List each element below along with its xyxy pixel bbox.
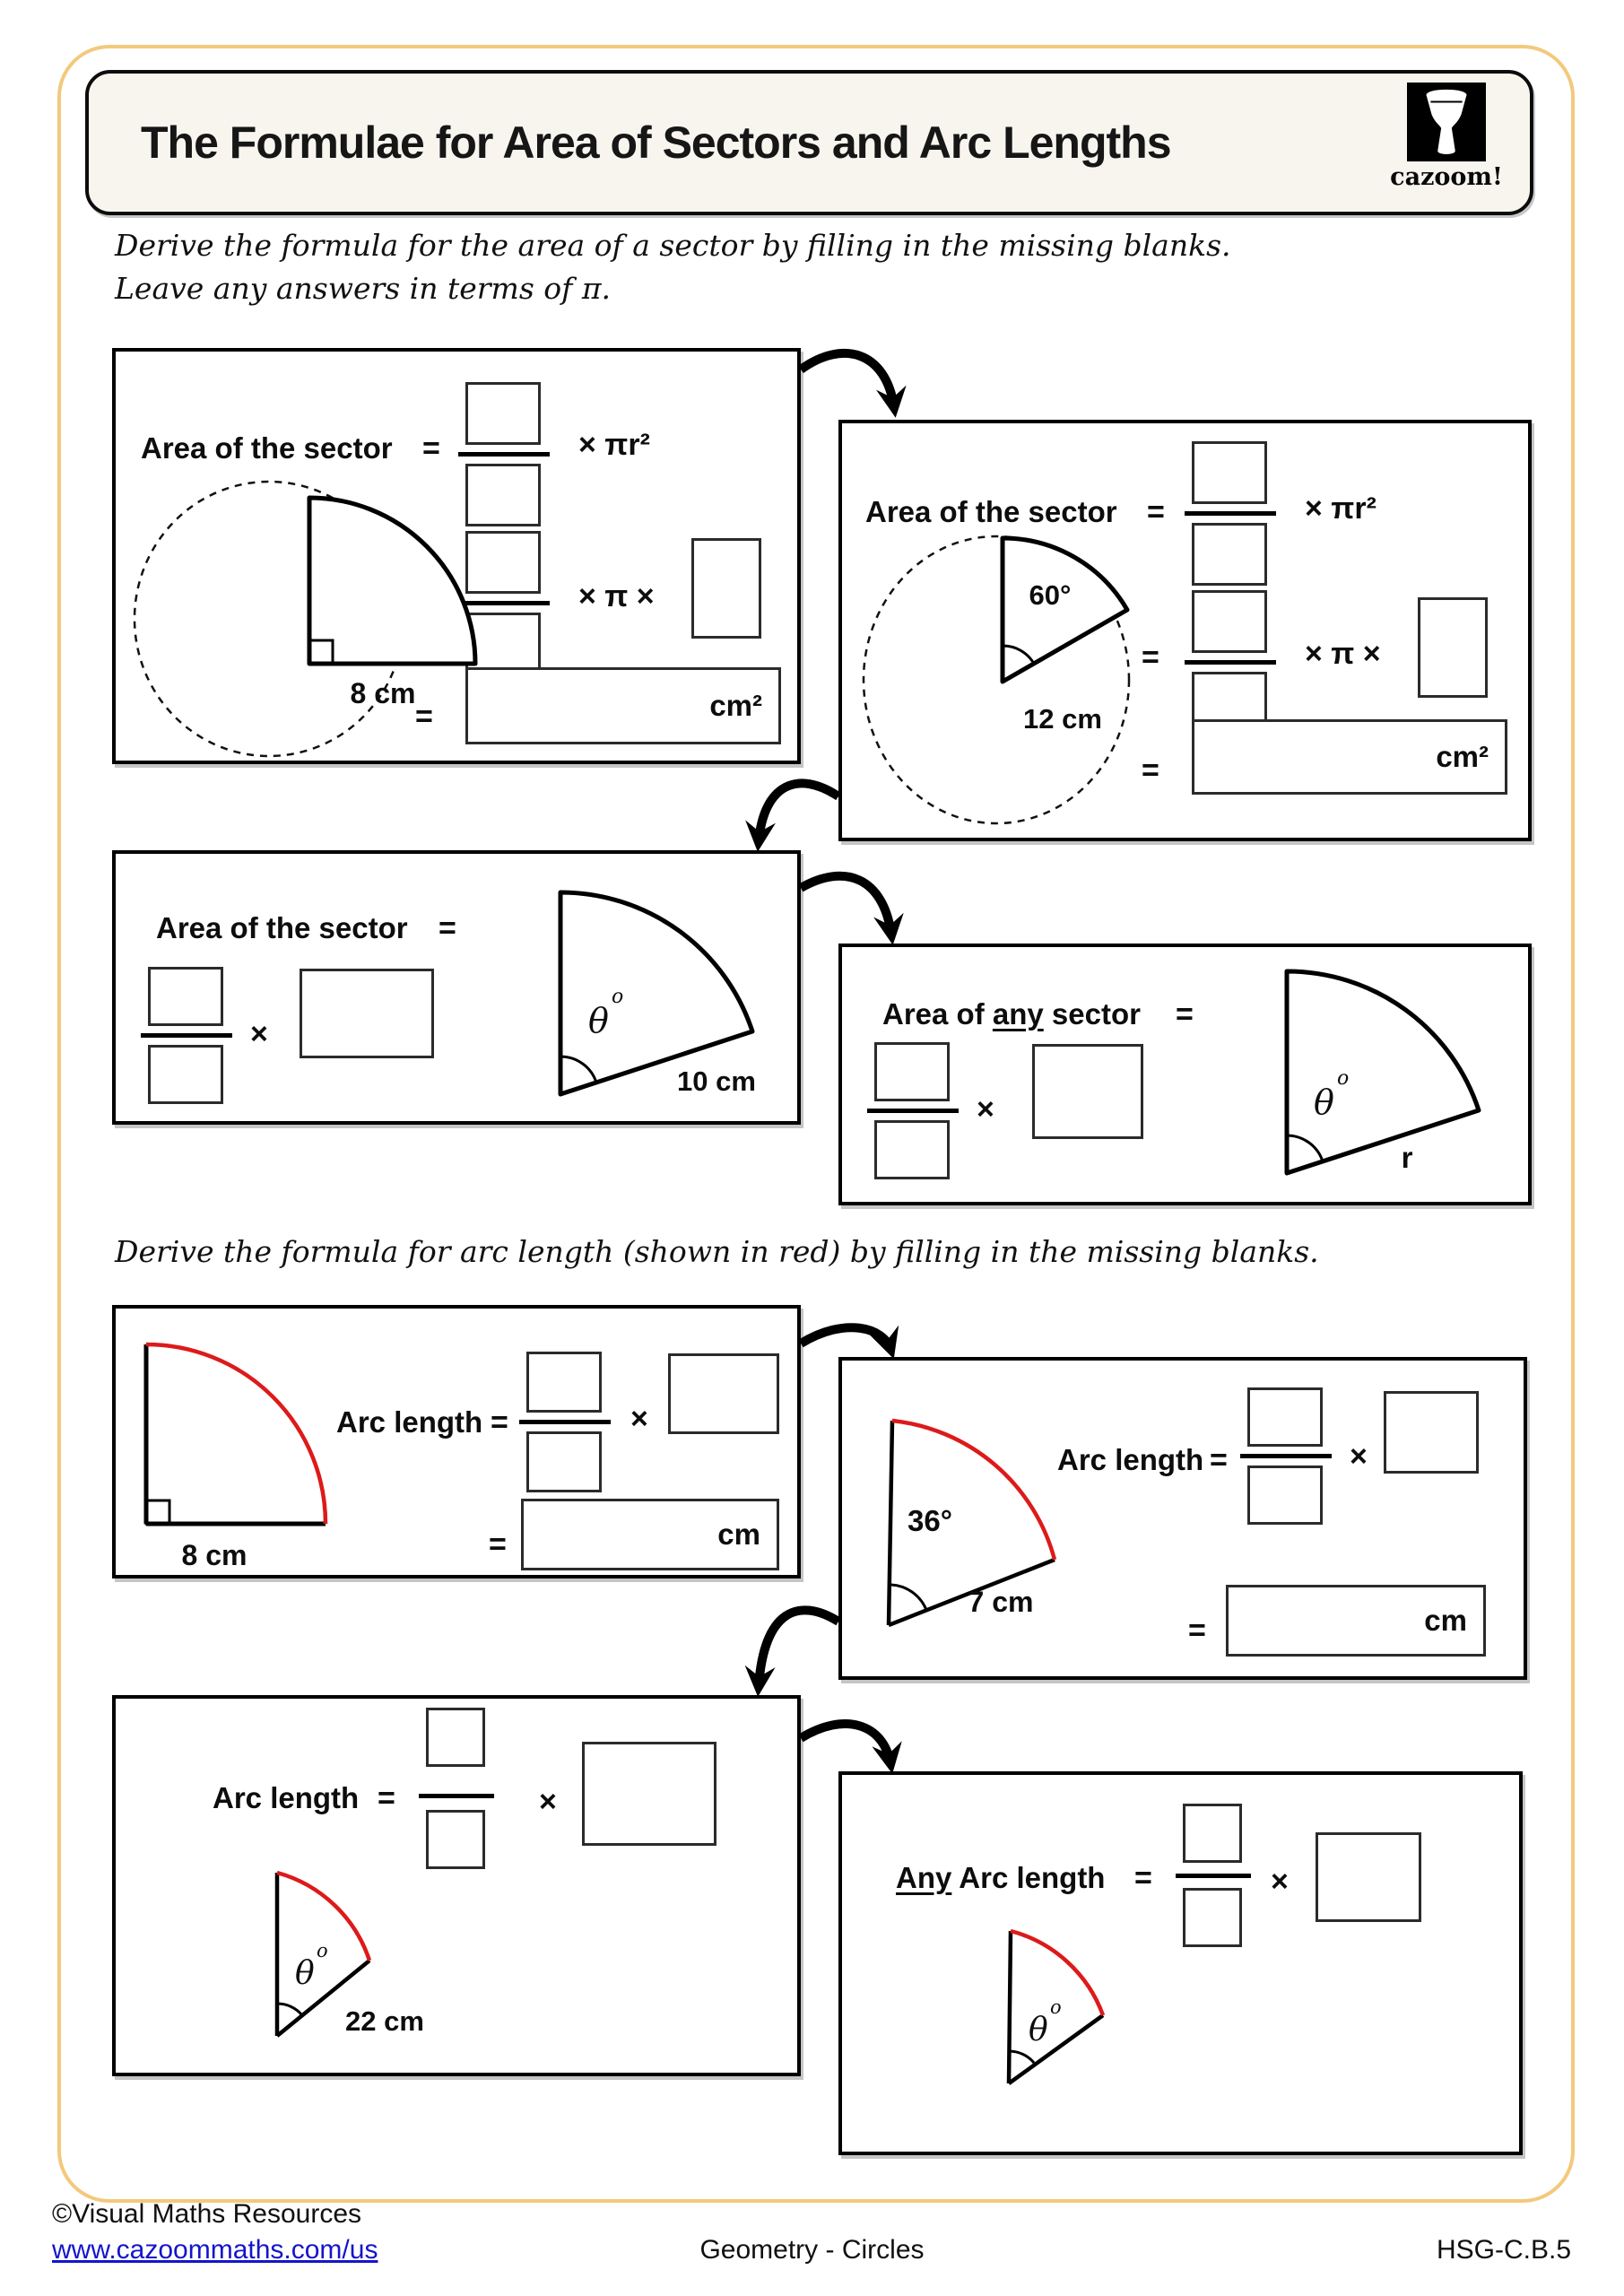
theta-label: θ	[1029, 2012, 1048, 2048]
equals-sign: =	[415, 700, 433, 734]
sector-diagram-quarter-circle	[121, 466, 498, 759]
panel-area-sector-theta	[112, 850, 801, 1125]
fraction-numerator-blank	[426, 1708, 485, 1767]
arc-diagram-theta	[241, 1858, 537, 2063]
theta-degree-sup: o	[317, 1940, 328, 1961]
quarter-sector	[309, 498, 475, 664]
answer-blank	[1418, 597, 1488, 698]
times-pi-times: × π ×	[578, 579, 655, 613]
answer-blank-with-unit	[521, 1499, 779, 1570]
theta-degree-sup: o	[612, 986, 624, 1008]
theta-label: θ	[295, 1955, 315, 1992]
answer-blank-with-unit	[1192, 719, 1507, 795]
answer-blank	[1384, 1391, 1479, 1474]
panel-any-arc-length	[838, 1771, 1523, 2155]
angle-arc-marker	[891, 1585, 926, 1610]
fraction-numerator-blank	[1192, 441, 1267, 504]
answer-blank	[668, 1353, 779, 1434]
angle-measurement: 36°	[908, 1504, 952, 1537]
page-title: The Formulae for Area of Sectors and Arc Lengths	[141, 117, 1171, 168]
logo-wordmark: cazoom!	[1390, 163, 1503, 191]
fraction-bar	[458, 452, 550, 457]
fraction-bar	[141, 1033, 232, 1038]
answer-blank	[1316, 1832, 1421, 1922]
panel-label	[882, 997, 1141, 1031]
answer-blank	[300, 969, 434, 1058]
intro-line-1: Derive the formula for the area of a sector by filling in the missing blanks.	[115, 228, 1231, 263]
radius-measurement: 8 cm	[350, 677, 416, 709]
label-post: sector	[1043, 997, 1141, 1031]
angle-measurement: 60°	[1029, 579, 1072, 611]
footer-standard-code: HSG-C.B.5	[1436, 2235, 1571, 2265]
radius-measurement: 8 cm	[181, 1539, 248, 1571]
times-pi-times: × π ×	[1305, 637, 1381, 671]
equals-sign: =	[1134, 1861, 1152, 1895]
times-sign: ×	[1350, 1439, 1368, 1474]
red-arc	[146, 1344, 326, 1524]
fraction-bar	[867, 1109, 959, 1113]
panel-arc-length-theta	[112, 1695, 801, 2076]
arc-diagram-quarter	[125, 1321, 362, 1575]
times-sign: ×	[1271, 1865, 1289, 1899]
angle-arc-marker	[1009, 2051, 1034, 2063]
red-arc	[892, 1421, 1055, 1560]
times-pi-r-squared: × πr²	[1305, 491, 1376, 526]
fraction-denominator-blank	[1247, 1465, 1323, 1525]
times-sign: ×	[539, 1785, 557, 1819]
label-any-underlined: any	[992, 997, 1044, 1031]
footer-copyright: ©Visual Maths Resources	[52, 2199, 362, 2229]
unit-label: cm	[1424, 1604, 1467, 1637]
panel-label: Arc length	[336, 1405, 483, 1439]
unit-label: cm	[717, 1518, 760, 1551]
fraction-denominator-blank	[526, 1431, 602, 1492]
title-box	[85, 70, 1533, 215]
label-any-underlined: Any	[896, 1861, 952, 1894]
sector-diagram-any	[1256, 952, 1516, 1187]
panel-arc-length-quarter	[112, 1305, 801, 1578]
fraction-numerator-blank	[465, 382, 541, 445]
panel-arc-length-36deg	[838, 1357, 1527, 1680]
equals-sign: =	[491, 1405, 508, 1439]
radius-measurement: 22 cm	[345, 2005, 424, 2037]
angle-arc-marker	[277, 2004, 302, 2015]
theta-label: θ	[588, 1001, 609, 1040]
equals-sign: =	[1176, 997, 1194, 1031]
fraction-numerator-blank	[148, 967, 223, 1026]
equals-sign: =	[439, 911, 456, 945]
sector-diagram-60deg	[846, 493, 1186, 829]
equals-sign: =	[1188, 1613, 1206, 1648]
fraction-numerator-blank	[1183, 1804, 1242, 1863]
cazoom-logo	[1388, 83, 1505, 191]
equals-sign: =	[489, 1527, 507, 1561]
times-sign: ×	[630, 1402, 648, 1436]
footer-url-link[interactable]: www.cazoommaths.com/us	[52, 2235, 378, 2265]
fraction-denominator-blank	[148, 1045, 223, 1104]
radius-measurement: 10 cm	[677, 1065, 756, 1097]
answer-blank	[582, 1742, 716, 1846]
equals-sign: =	[422, 431, 440, 465]
theta-label: θ	[1314, 1083, 1334, 1122]
panel-label: Area of the sector	[865, 495, 1117, 528]
sector-theta	[560, 892, 752, 1094]
sector-theta	[1287, 971, 1479, 1173]
panel-label: Area of the sector	[156, 911, 408, 944]
equals-sign: =	[1210, 1443, 1228, 1477]
answer-blank-with-unit	[1226, 1585, 1486, 1657]
equals-sign: =	[378, 1781, 395, 1815]
fraction-bar	[519, 1420, 611, 1424]
fraction-numerator-blank	[1192, 590, 1267, 653]
panel-label	[896, 1861, 1105, 1895]
arc-intro-text: Derive the formula for arc length (shown in red) by filling in the missing blanks.	[115, 1234, 1319, 1269]
fraction-bar	[1176, 1874, 1251, 1878]
label-pre: Area of	[882, 997, 993, 1031]
radius-measurement: 12 cm	[1023, 703, 1102, 735]
radius-line	[1009, 1931, 1011, 2083]
arc-diagram-36deg	[853, 1371, 1095, 1663]
panel-label: Area of the sector	[141, 431, 393, 465]
intro-line-2: Leave any answers in terms of π.	[115, 271, 612, 306]
radius-line	[889, 1421, 892, 1625]
theta-degree-sup: o	[1337, 1067, 1350, 1090]
panel-label: Arc length	[1057, 1443, 1204, 1476]
theta-degree-sup: o	[1050, 1996, 1062, 2018]
fraction-numerator-blank	[1247, 1387, 1323, 1447]
answer-blank	[1032, 1044, 1143, 1139]
label-post: Arc length	[951, 1861, 1106, 1894]
unit-label: cm²	[1436, 740, 1489, 773]
times-sign: ×	[977, 1092, 994, 1126]
fraction-bar	[1185, 511, 1276, 516]
right-angle-marker	[146, 1500, 169, 1524]
answer-blank	[691, 538, 761, 639]
sector-diagram-theta	[533, 866, 793, 1107]
equals-sign: =	[1142, 640, 1159, 674]
arc-diagram-any	[973, 1926, 1269, 2136]
panel-area-sector-quarter	[112, 348, 801, 764]
unit-label: cm²	[709, 689, 762, 722]
panel-label: Arc length	[213, 1781, 360, 1814]
answer-blank-with-unit	[465, 667, 781, 744]
fraction-bar	[419, 1794, 494, 1798]
equals-sign: =	[1142, 753, 1159, 787]
fraction-numerator-blank	[874, 1042, 950, 1101]
drum-icon	[1407, 83, 1486, 161]
times-pi-r-squared: × πr²	[578, 428, 650, 462]
times-sign: ×	[250, 1017, 268, 1051]
radius-line	[1009, 2015, 1103, 2083]
intro-text	[115, 224, 1231, 310]
panel-area-sector-60deg	[838, 420, 1532, 841]
panel-area-any-sector	[838, 944, 1532, 1205]
equals-sign: =	[1147, 495, 1165, 529]
radius-measurement: 7 cm	[968, 1586, 1034, 1618]
fraction-denominator-blank	[1192, 523, 1267, 586]
footer-topic: Geometry - Circles	[699, 2235, 925, 2265]
radius-measurement: r	[1401, 1141, 1413, 1174]
fraction-denominator-blank	[874, 1120, 950, 1179]
fraction-bar	[1185, 660, 1276, 665]
fraction-numerator-blank	[526, 1352, 602, 1413]
fraction-bar	[1240, 1454, 1332, 1458]
